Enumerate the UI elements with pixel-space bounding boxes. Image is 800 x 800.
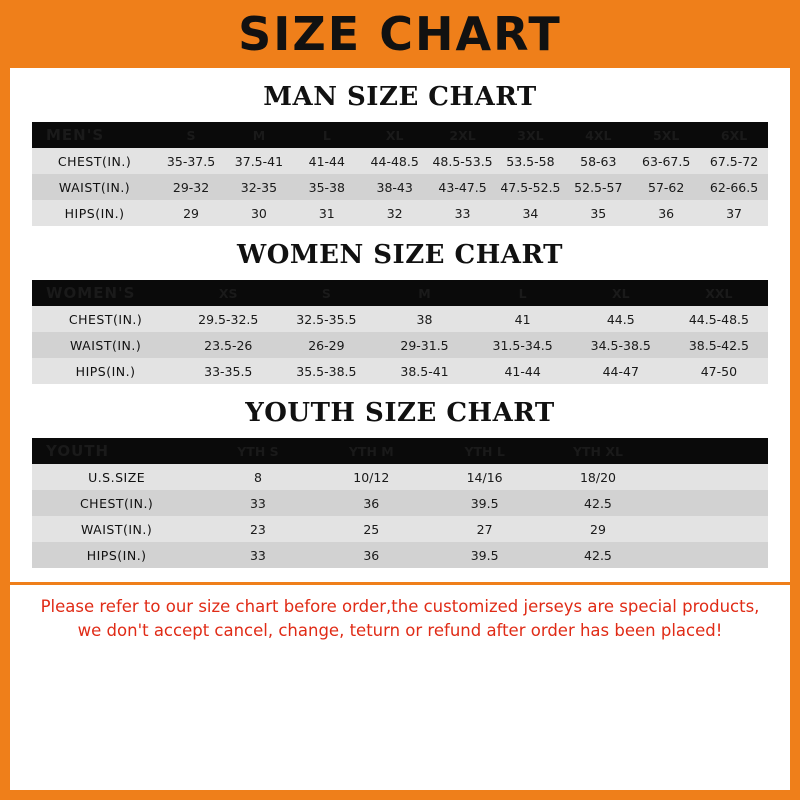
table-cell: 57-62 (648, 179, 685, 195)
row-label: HIPS(IN.) (75, 363, 136, 379)
footer-note-line-1: Please refer to our size chart before order,the customized jerseys are special products, (40, 597, 760, 616)
table-cell: 30 (250, 205, 267, 221)
table-cell: 38.5-42.5 (688, 337, 749, 353)
column-header-spacer (655, 438, 768, 464)
table-cell: 42.5 (584, 495, 612, 511)
table-cell: 29.5-32.5 (198, 311, 259, 327)
footer-note (10, 582, 790, 643)
column-header: XL (611, 285, 630, 301)
men-section-title: MAN SIZE CHART (263, 82, 537, 112)
column-header: MEN'S (46, 126, 105, 144)
column-header: 6XL (720, 127, 748, 143)
table-cell: 37 (726, 205, 742, 221)
table-cell: 26-29 (308, 337, 345, 353)
column-header: L (322, 127, 331, 143)
table-cell: 23.5-26 (204, 337, 253, 353)
row-label: WAIST(IN.) (58, 179, 131, 195)
table-cell: 35.5-38.5 (296, 363, 357, 379)
row-label: CHEST(IN.) (68, 311, 143, 327)
table-cell-spacer (655, 516, 768, 542)
women-section-title: WOMEN SIZE CHART (237, 240, 563, 270)
table-cell: 43-47.5 (438, 179, 487, 195)
table-cell: 38.5-41 (400, 363, 449, 379)
women-section (10, 240, 790, 384)
table-cell: 25 (363, 521, 380, 537)
men-size-table (32, 122, 768, 226)
table-row (32, 174, 768, 200)
table-header-row (32, 280, 768, 306)
table-cell: 36 (363, 547, 380, 563)
table-cell: 33-35.5 (204, 363, 253, 379)
table-cell: 34.5-38.5 (590, 337, 651, 353)
table-cell: 58-63 (580, 153, 617, 169)
column-header: M (252, 127, 266, 143)
table-cell: 41 (514, 311, 531, 327)
youth-section (10, 398, 790, 568)
column-header: 5XL (653, 127, 680, 143)
table-cell: 29-32 (172, 179, 210, 195)
table-cell: 32-35 (240, 179, 278, 195)
table-cell: 42.5 (584, 547, 612, 563)
men-section (10, 82, 790, 226)
table-row (32, 490, 768, 516)
table-cell-spacer (655, 490, 768, 516)
footer-note-line-2: we don't accept cancel, change, teturn or refund after order has been placed! (77, 620, 723, 640)
table-cell: 37.5-41 (234, 153, 284, 169)
table-cell: 63-67.5 (642, 153, 691, 169)
table-cell: 31.5-34.5 (492, 337, 553, 353)
bottom-accent-bar (0, 790, 800, 800)
row-label: CHEST(IN.) (79, 495, 154, 511)
table-cell: 62-66.5 (709, 179, 759, 195)
youth-size-table (32, 438, 768, 568)
table-cell: 47-50 (700, 363, 738, 379)
table-cell: 36 (658, 205, 675, 221)
column-header: S (186, 127, 196, 143)
row-label: HIPS(IN.) (86, 547, 147, 563)
table-cell: 27 (476, 521, 493, 537)
youth-section-title: YOUTH SIZE CHART (245, 398, 555, 428)
table-cell: 29 (183, 205, 199, 221)
table-cell: 33 (249, 547, 266, 563)
table-cell: 10/12 (353, 469, 390, 485)
table-cell: 52.5-57 (574, 179, 623, 195)
row-label: WAIST(IN.) (69, 337, 142, 353)
table-cell: 18/20 (579, 469, 616, 485)
table-header-row (32, 122, 768, 148)
table-row (32, 516, 768, 542)
table-row (32, 306, 768, 332)
table-row (32, 358, 768, 384)
column-header: YTH XL (572, 443, 623, 459)
column-header: YOUTH (46, 442, 110, 460)
table-cell: 48.5-53.5 (432, 153, 493, 169)
table-cell: 41-44 (504, 363, 541, 379)
column-header: M (418, 285, 431, 301)
table-cell: 32 (386, 205, 403, 221)
column-header: L (518, 285, 527, 301)
table-cell: 67.5-72 (709, 153, 759, 169)
table-cell: 31 (318, 205, 335, 221)
women-size-table (32, 280, 768, 384)
column-header: YTH L (464, 443, 505, 459)
table-cell: 44-47 (602, 363, 639, 379)
table-cell: 35-37.5 (166, 153, 216, 169)
table-row (32, 464, 768, 490)
table-cell: 39.5 (470, 495, 499, 511)
table-cell: 29-31.5 (400, 337, 449, 353)
column-header: 3XL (517, 127, 544, 143)
table-row (32, 148, 768, 174)
column-header: 4XL (585, 127, 612, 143)
table-row (32, 332, 768, 358)
table-cell: 32.5-35.5 (296, 311, 357, 327)
row-label: CHEST(IN.) (57, 153, 132, 169)
table-row (32, 200, 768, 226)
column-header: S (321, 285, 331, 301)
column-header: YTH S (237, 443, 279, 459)
table-cell: 47.5-52.5 (500, 179, 561, 195)
row-label: U.S.SIZE (88, 469, 146, 485)
table-cell: 8 (253, 469, 262, 485)
table-cell: 36 (363, 495, 380, 511)
table-cell: 38 (416, 311, 433, 327)
page-title: SIZE CHART (238, 7, 562, 61)
table-cell: 44-48.5 (370, 153, 419, 169)
table-cell: 34 (522, 205, 539, 221)
table-cell: 35-38 (308, 179, 345, 195)
table-header-row (32, 438, 768, 464)
table-cell: 38-43 (376, 179, 413, 195)
table-cell-spacer (655, 464, 768, 490)
table-cell: 33 (454, 205, 471, 221)
table-cell: 44.5 (606, 311, 635, 327)
table-cell: 29 (590, 521, 606, 537)
column-header: 2XL (449, 127, 476, 143)
row-label: WAIST(IN.) (81, 521, 153, 537)
table-cell: 53.5-58 (506, 153, 555, 169)
table-cell: 14/16 (466, 469, 503, 485)
banner (0, 0, 800, 68)
row-label: HIPS(IN.) (64, 205, 125, 221)
column-header: WOMEN'S (46, 284, 136, 302)
table-cell: 23 (249, 521, 266, 537)
table-row (32, 542, 768, 568)
table-cell: 39.5 (470, 547, 499, 563)
table-cell: 33 (249, 495, 266, 511)
column-header: YTH M (348, 443, 394, 459)
column-header: XS (218, 285, 238, 301)
column-header: XL (385, 127, 404, 143)
table-cell-spacer (655, 542, 768, 568)
table-cell: 41-44 (308, 153, 345, 169)
table-cell: 35 (590, 205, 607, 221)
column-header: XXL (705, 285, 733, 301)
table-cell: 44.5-48.5 (688, 311, 749, 327)
